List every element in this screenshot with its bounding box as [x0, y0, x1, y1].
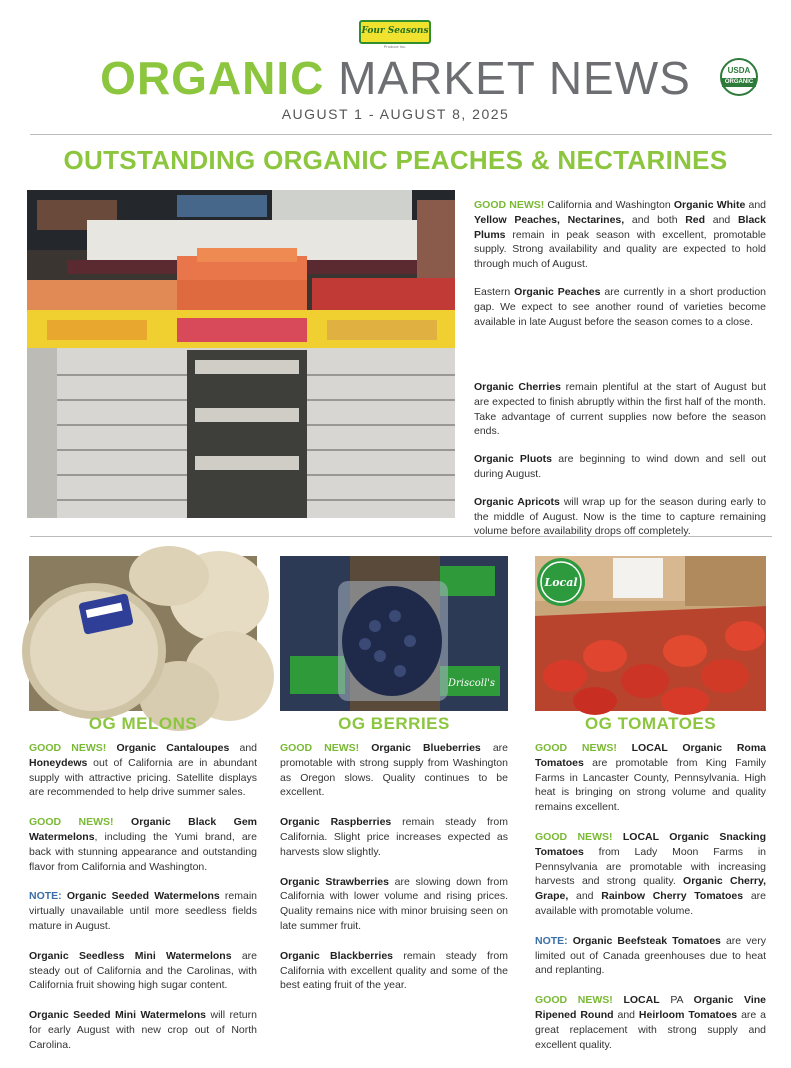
peaches-paragraph-1: GOOD NEWS! California and Washington Organic White and Yellow Peaches, Nectarines, and both Red and Black Plums remain in peak season with excellent, promotable supply. Strong availability and quality are expected to hold through much of August.	[474, 199, 767, 271]
cherries-paragraph: Organic Cherries remain plentiful at the start of August but are expected to finish abruptly within the first half of the month. Take advantage of current supplies now before the season ends.	[474, 381, 766, 438]
berries-text	[280, 741, 508, 1008]
driscolls-label: Driscoll's	[448, 678, 496, 689]
peaches-text-top	[474, 198, 766, 342]
berries-paragraph-4: Organic Blackberries remain steady from California with excellent quality and some of the best eating fruit of the year.	[280, 949, 508, 992]
berries-title: OG BERRIES	[338, 714, 450, 733]
issue-date: AUGUST 1 - AUGUST 8, 2025	[281, 106, 510, 122]
usda-organic-seal	[720, 58, 758, 96]
divider	[30, 134, 772, 135]
masthead-title	[0, 52, 791, 104]
melons-paragraph-1: GOOD NEWS! Organic Cantaloupes and Honeydews out of California are in abundant supply with attractive pricing. Satellite displays are recommended to help drive summer sales.	[29, 742, 258, 799]
melons-title: OG MELONS	[88, 714, 198, 733]
logo-subtitle: Produce Inc.	[383, 44, 407, 49]
tomatoes-paragraph-4: GOOD NEWS! LOCAL PA Organic Vine Ripened Round and Heirloom Tomatoes are a great replacement with strong supply and excellent quality.	[535, 994, 767, 1051]
tomatoes-title: OG TOMATOES	[584, 714, 717, 733]
melons-paragraph-2: GOOD NEWS! Organic Black Gem Watermelons, including the Yumi brand, are back with stunning appearance and outstanding flavor from California and Washington.	[29, 816, 258, 873]
melons-photo	[29, 556, 257, 711]
peaches-paragraph-2: Eastern Organic Peaches are currently in a short production gap. We expect to see another round of varieties become available in late August before the season comes to a close.	[474, 285, 766, 328]
tomatoes-text	[535, 741, 766, 1067]
berries-paragraph-1: GOOD NEWS! Organic Blueberries are promotable with strong supply from Washington as Oregon slows. Quality continues to be excellent.	[280, 742, 508, 799]
masthead-market-news: MARKET NEWS	[324, 52, 691, 104]
berries-photo	[280, 556, 508, 711]
masthead-organic: ORGANIC	[100, 52, 325, 104]
melons-paragraph-3: NOTE: Organic Seeded Watermelons remain virtually unavailable until more seedless fields mature in August.	[29, 890, 257, 932]
four-seasons-logo: Four Seasons	[359, 20, 431, 44]
peaches-text-bottom	[474, 380, 766, 552]
local-badge-label: Local	[544, 576, 578, 589]
pluots-paragraph: Organic Pluots are beginning to wind down and sell out during August.	[474, 453, 766, 480]
melons-paragraph-5: Organic Seeded Mini Watermelons will return for early August with new crop out of North Carolina.	[29, 1009, 257, 1051]
apricots-paragraph: Organic Apricots will wrap up for the season during early to the middle of August. Now is the time to capture remaining volume before availability drops off completely.	[474, 495, 767, 538]
melons-text	[29, 741, 257, 1068]
feature-headline: OUTSTANDING ORGANIC PEACHES & NECTARINES	[63, 145, 728, 175]
melons-paragraph-4: Organic Seedless Mini Watermelons are steady out of California and the Carolinas, with California fruit showing high sugar content.	[29, 949, 258, 992]
usda-seal-bottom: ORGANIC	[722, 78, 756, 87]
tomatoes-paragraph-2: GOOD NEWS! LOCAL Organic Snacking Tomatoes from Lady Moon Farms in Pennsylvania are promotable with increasing harvests and strong quality. Organic Cherry, Grape, and Rainbow Cherry Tomatoes are available with promotable volume.	[535, 830, 766, 917]
tomatoes-paragraph-1: GOOD NEWS! LOCAL Organic Roma Tomatoes are promotable from King Family Farms in Lancaster County, Pennsylvania. High heat is bringing on strong volume and quality remains excellent.	[535, 742, 766, 814]
divider	[30, 536, 772, 537]
berries-paragraph-3: Organic Strawberries are slowing down from California with lower volume and rising prices. Quality remains nice with minor bruising seen on late summer fruit.	[280, 875, 508, 932]
peach-display-photo	[27, 190, 455, 518]
tomatoes-photo	[535, 556, 766, 711]
usda-seal-top: USDA	[727, 66, 751, 75]
berries-paragraph-2: Organic Raspberries remain steady from California. Slight price increases expected as harvests slow slightly.	[280, 816, 508, 858]
tomatoes-paragraph-3: NOTE: Organic Beefsteak Tomatoes are very limited out of Canada greenhouses due to heat and replanting.	[535, 934, 766, 977]
